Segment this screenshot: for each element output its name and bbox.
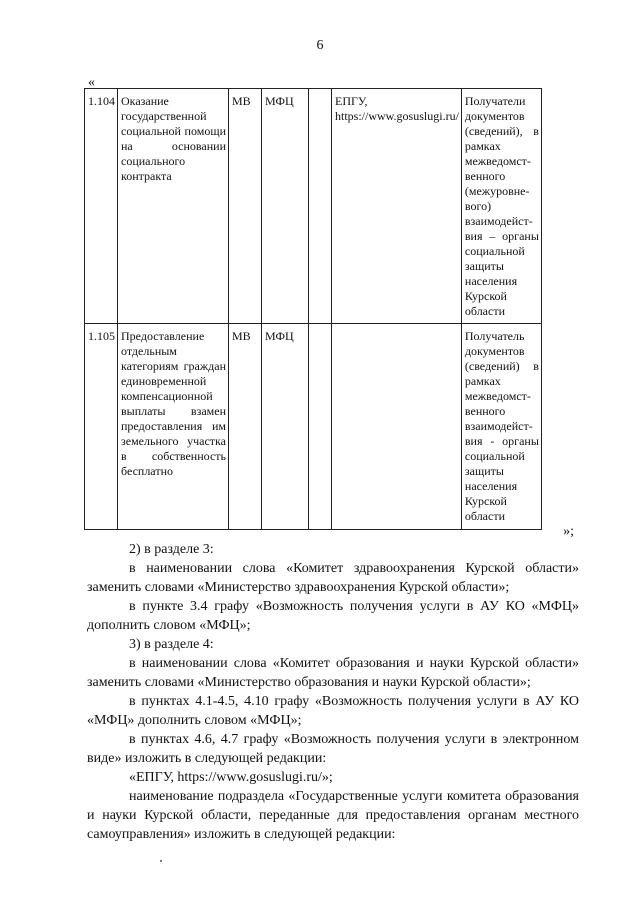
level-cell: МВ bbox=[229, 324, 262, 530]
paragraph: наименование подраздела «Государственные услуги комитета образования и науки Курской области, переданные для предоставления органам местного самоуправления» изложить в следующей редакции: bbox=[87, 789, 579, 842]
opening-quote-mark: « bbox=[88, 75, 95, 90]
paragraph: в пунктах 4.1-4.5, 4.10 графу «Возможность получения услуги в АУ КО «МФЦ» дополнить словом «МФЦ»; bbox=[87, 694, 579, 728]
empty-cell bbox=[309, 324, 332, 530]
paragraph: в пунктах 4.6, 4.7 графу «Возможность получения услуги в электронном виде» изложить в следующей редакции: bbox=[87, 732, 579, 766]
empty-cell bbox=[309, 89, 332, 324]
row-number-cell: 1.104 bbox=[85, 89, 118, 324]
paragraph: «ЕПГУ, https://www.gosuslugi.ru/»; bbox=[129, 770, 333, 785]
amendment-text bbox=[87, 540, 579, 844]
service-name-cell: Предоставление отдельным категориям граждан единовременной компенсационной выплаты взамен предоставления им земельного участка в собственность бесплатно bbox=[118, 324, 229, 530]
paragraph: в наименовании слова «Комитет здравоохранения Курской области» заменить словами «Министерство здравоохранения Курской области»; bbox=[87, 561, 579, 595]
paragraph: 2) в разделе 3: bbox=[129, 542, 214, 557]
electronic-access-cell bbox=[332, 324, 462, 530]
paragraph: в пункте 3.4 графу «Возможность получения услуги в АУ КО «МФЦ» дополнить словом «МФЦ»; bbox=[87, 599, 579, 633]
paragraph: 3) в разделе 4: bbox=[129, 637, 214, 652]
table-row bbox=[85, 89, 542, 324]
electronic-access-cell: ЕПГУ, https://www.gosuslugi.ru/ bbox=[332, 89, 462, 324]
scan-speck bbox=[160, 860, 162, 862]
mfc-cell: МФЦ bbox=[262, 324, 309, 530]
service-name-cell: Оказание государственной социальной помощи на основании социального контракта bbox=[118, 89, 229, 324]
paragraph: в наименовании слова «Комитет образования и науки Курской области» заменить словами «Министерство образования и науки Курской области»; bbox=[87, 656, 579, 690]
mfc-cell: МФЦ bbox=[262, 89, 309, 324]
closing-quote-mark: »; bbox=[563, 524, 574, 539]
row-number-cell: 1.105 bbox=[85, 324, 118, 530]
page-number: 6 bbox=[316, 38, 324, 53]
level-cell: МВ bbox=[229, 89, 262, 324]
table-row bbox=[85, 324, 542, 530]
recipients-cell: Получатели документов (сведений), в рамках межведомст-венного (межуровне-вого) взаимодейст-вия – органы социальной защиты населения Курской области bbox=[461, 89, 541, 324]
services-table bbox=[84, 88, 542, 530]
recipients-cell: Получатель документов (сведений) в рамках межведомст-венного взаимодейст-вия - органы социальной защиты населения Курской области bbox=[461, 324, 541, 530]
